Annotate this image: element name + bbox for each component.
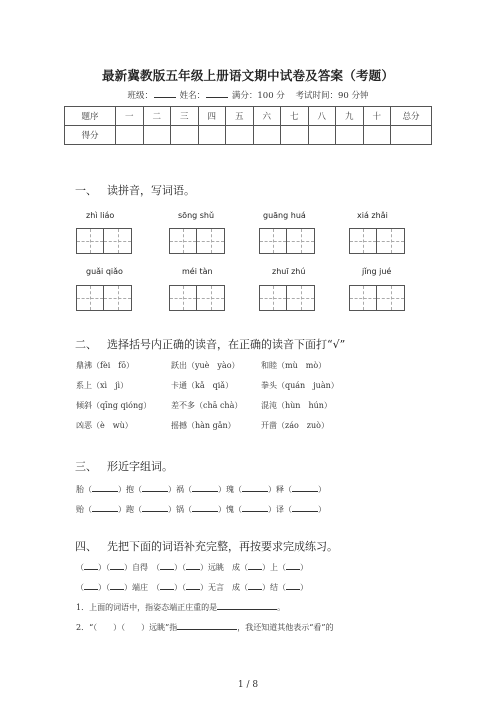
reading-item[interactable]: 摇撼（hàn gǎn） bbox=[171, 421, 236, 430]
answer-blank[interactable] bbox=[217, 601, 277, 610]
pinyin-label: zhì liáo bbox=[86, 211, 115, 220]
answer-blank[interactable] bbox=[292, 503, 318, 512]
question-text: 2．“（ ）（ ）远眺”指 bbox=[76, 623, 178, 632]
reading-item[interactable]: 凶恶（è wù） bbox=[76, 421, 133, 430]
score-cell: 八 bbox=[308, 107, 336, 126]
answer-blank[interactable] bbox=[292, 483, 318, 492]
pinyin-label: zhuī zhú bbox=[272, 267, 306, 276]
section-1-heading bbox=[75, 182, 195, 198]
char: 抱 bbox=[126, 485, 134, 494]
class-blank[interactable] bbox=[154, 89, 176, 98]
name-blank[interactable] bbox=[206, 89, 228, 98]
score-cell: 五 bbox=[226, 107, 254, 126]
page-title: 最新冀教版五年级上册语文期中试卷及答案（考题） bbox=[101, 68, 395, 83]
question-text: 。 bbox=[277, 603, 286, 612]
answer-blank[interactable] bbox=[160, 561, 174, 570]
pinyin-label: sōng shǔ bbox=[178, 211, 215, 220]
reading-item[interactable]: 倾斜（qīng qióng） bbox=[76, 401, 152, 410]
writing-grid[interactable] bbox=[169, 285, 225, 311]
answer-blank[interactable] bbox=[110, 581, 124, 590]
exam-time: 考试时间：90 分钟 bbox=[295, 91, 369, 101]
reading-item[interactable]: 开凿（záo zuò） bbox=[261, 421, 329, 430]
answer-blank[interactable] bbox=[142, 503, 168, 512]
question-1 bbox=[76, 601, 285, 613]
idiom-row: （ ）（ ）端庄 （ ）（ ）无言 成（ ）结（ ） bbox=[76, 583, 308, 592]
section-number: 二、 bbox=[75, 338, 97, 351]
score-cell: 二 bbox=[143, 107, 171, 126]
section-title: 读拼音，写词语。 bbox=[107, 184, 195, 197]
char: 瑰 bbox=[226, 485, 234, 494]
score-cell: 题序 bbox=[65, 107, 116, 126]
pinyin-label: guǎi qiǎo bbox=[86, 267, 123, 276]
score-row-label: 得分 bbox=[65, 126, 116, 145]
reading-item[interactable]: 卡通（kǎ qiǎ） bbox=[171, 381, 234, 390]
reading-item[interactable]: 差不多（chā chà） bbox=[171, 401, 243, 410]
answer-blank[interactable] bbox=[92, 503, 118, 512]
reading-item[interactable]: 混沌（hùn hún） bbox=[261, 401, 332, 410]
score-cell: 三 bbox=[171, 107, 199, 126]
score-input-cell[interactable] bbox=[171, 126, 199, 145]
section-title: 先把下面的词语补充完整，再按要求完成练习。 bbox=[107, 540, 338, 553]
char: 祸 bbox=[176, 485, 184, 494]
exam-info-line bbox=[0, 89, 496, 101]
score-input-cell[interactable] bbox=[308, 126, 336, 145]
section-title: 选择括号内正确的读音，在正确的读音下面打“√” bbox=[107, 338, 346, 351]
writing-grid[interactable] bbox=[169, 228, 225, 254]
reading-item[interactable]: 和睦（mù mò） bbox=[261, 361, 327, 370]
section-2-heading bbox=[75, 336, 345, 352]
score-table bbox=[64, 106, 432, 145]
section-number: 三、 bbox=[75, 460, 97, 473]
idiom-word: 成 bbox=[232, 563, 240, 572]
name-label: 姓名： bbox=[179, 91, 206, 101]
char: 释 bbox=[276, 485, 284, 494]
answer-blank[interactable] bbox=[84, 561, 98, 570]
writing-grid[interactable] bbox=[349, 285, 405, 311]
full-score: 满分：100 分 bbox=[231, 91, 285, 101]
score-cell: 七 bbox=[281, 107, 309, 126]
char: 译 bbox=[276, 505, 284, 514]
writing-grid[interactable] bbox=[76, 228, 132, 254]
score-cell: 四 bbox=[198, 107, 226, 126]
score-cell: 九 bbox=[336, 107, 364, 126]
score-cell: 一 bbox=[116, 107, 144, 126]
score-input-cell[interactable] bbox=[253, 126, 281, 145]
idiom-word: 结 bbox=[270, 583, 278, 592]
reading-item[interactable]: 系上（xì jì） bbox=[76, 381, 129, 390]
answer-blank[interactable] bbox=[160, 581, 174, 590]
score-cell: 六 bbox=[253, 107, 281, 126]
score-input-cell[interactable] bbox=[281, 126, 309, 145]
idiom-word: 自得 bbox=[132, 563, 148, 572]
similar-char-row: 胎（ ）抱（ ）祸（ ）瑰（ ）释（ ） bbox=[76, 485, 326, 494]
char: 愧 bbox=[226, 505, 234, 514]
section-number: 一、 bbox=[75, 184, 97, 197]
answer-blank[interactable] bbox=[186, 561, 200, 570]
idiom-word: 端庄 bbox=[132, 583, 148, 592]
pinyin-label: guāng huá bbox=[263, 211, 306, 220]
question-2 bbox=[76, 621, 333, 633]
class-label: 班级： bbox=[127, 91, 153, 101]
pinyin-label: méi tàn bbox=[182, 267, 213, 276]
reading-item[interactable]: 拳头（quán juàn） bbox=[261, 381, 339, 390]
section-title: 形近字组词。 bbox=[107, 460, 173, 473]
writing-grid[interactable] bbox=[76, 285, 132, 311]
char: 锅 bbox=[176, 505, 184, 514]
idiom-row: （ ）（ ）自得 （ ）（ ）远眺 成（ ）上（ ） bbox=[76, 563, 308, 572]
idiom-word: 成 bbox=[232, 583, 240, 592]
answer-blank[interactable] bbox=[286, 581, 300, 590]
score-header-row bbox=[65, 107, 432, 126]
answer-blank[interactable] bbox=[248, 561, 262, 570]
answer-blank[interactable] bbox=[84, 581, 98, 590]
section-3-heading bbox=[75, 458, 173, 474]
answer-blank[interactable] bbox=[177, 621, 237, 630]
score-value-row bbox=[65, 126, 432, 145]
reading-item[interactable]: 鼎沸（fèi fō） bbox=[76, 361, 135, 370]
writing-grid[interactable] bbox=[349, 228, 405, 254]
char: 胎 bbox=[76, 485, 84, 494]
page-number: 1 / 8 bbox=[237, 680, 259, 690]
answer-blank[interactable] bbox=[286, 561, 300, 570]
answer-blank[interactable] bbox=[186, 581, 200, 590]
score-input-cell[interactable] bbox=[198, 126, 226, 145]
idiom-word: 上 bbox=[270, 563, 278, 572]
pinyin-label: jǐng jué bbox=[362, 267, 392, 276]
idiom-word: 无言 bbox=[208, 583, 224, 592]
score-input-cell[interactable] bbox=[143, 126, 171, 145]
similar-char-row: 贻（ ）跑（ ）锅（ ）愧（ ）译（ ） bbox=[76, 505, 326, 514]
score-input-cell[interactable] bbox=[116, 126, 144, 145]
score-input-cell[interactable] bbox=[226, 126, 254, 145]
answer-blank[interactable] bbox=[142, 483, 168, 492]
section-4-heading bbox=[75, 538, 338, 554]
reading-item[interactable]: 跃出（yuè yào） bbox=[171, 361, 240, 370]
answer-blank[interactable] bbox=[248, 581, 262, 590]
score-input-cell[interactable] bbox=[391, 126, 432, 145]
idiom-word: 远眺 bbox=[208, 563, 224, 572]
answer-blank[interactable] bbox=[192, 503, 218, 512]
writing-grid[interactable] bbox=[259, 228, 315, 254]
char: 跑 bbox=[126, 505, 134, 514]
char: 贻 bbox=[76, 505, 84, 514]
answer-blank[interactable] bbox=[192, 483, 218, 492]
score-cell: 总分 bbox=[391, 107, 432, 126]
pinyin-label: xiá zhǎi bbox=[357, 211, 388, 220]
writing-grid[interactable] bbox=[259, 285, 315, 311]
section-number: 四、 bbox=[75, 540, 97, 553]
answer-blank[interactable] bbox=[110, 561, 124, 570]
answer-blank[interactable] bbox=[242, 483, 268, 492]
score-input-cell[interactable] bbox=[336, 126, 364, 145]
question-text: ，我还知道其他表示“看”的 bbox=[237, 623, 334, 632]
question-text: 1．上面的词语中，指姿态端正庄重的是 bbox=[76, 603, 218, 612]
score-input-cell[interactable] bbox=[363, 126, 391, 145]
answer-blank[interactable] bbox=[242, 503, 268, 512]
score-cell: 十 bbox=[363, 107, 391, 126]
answer-blank[interactable] bbox=[92, 483, 118, 492]
